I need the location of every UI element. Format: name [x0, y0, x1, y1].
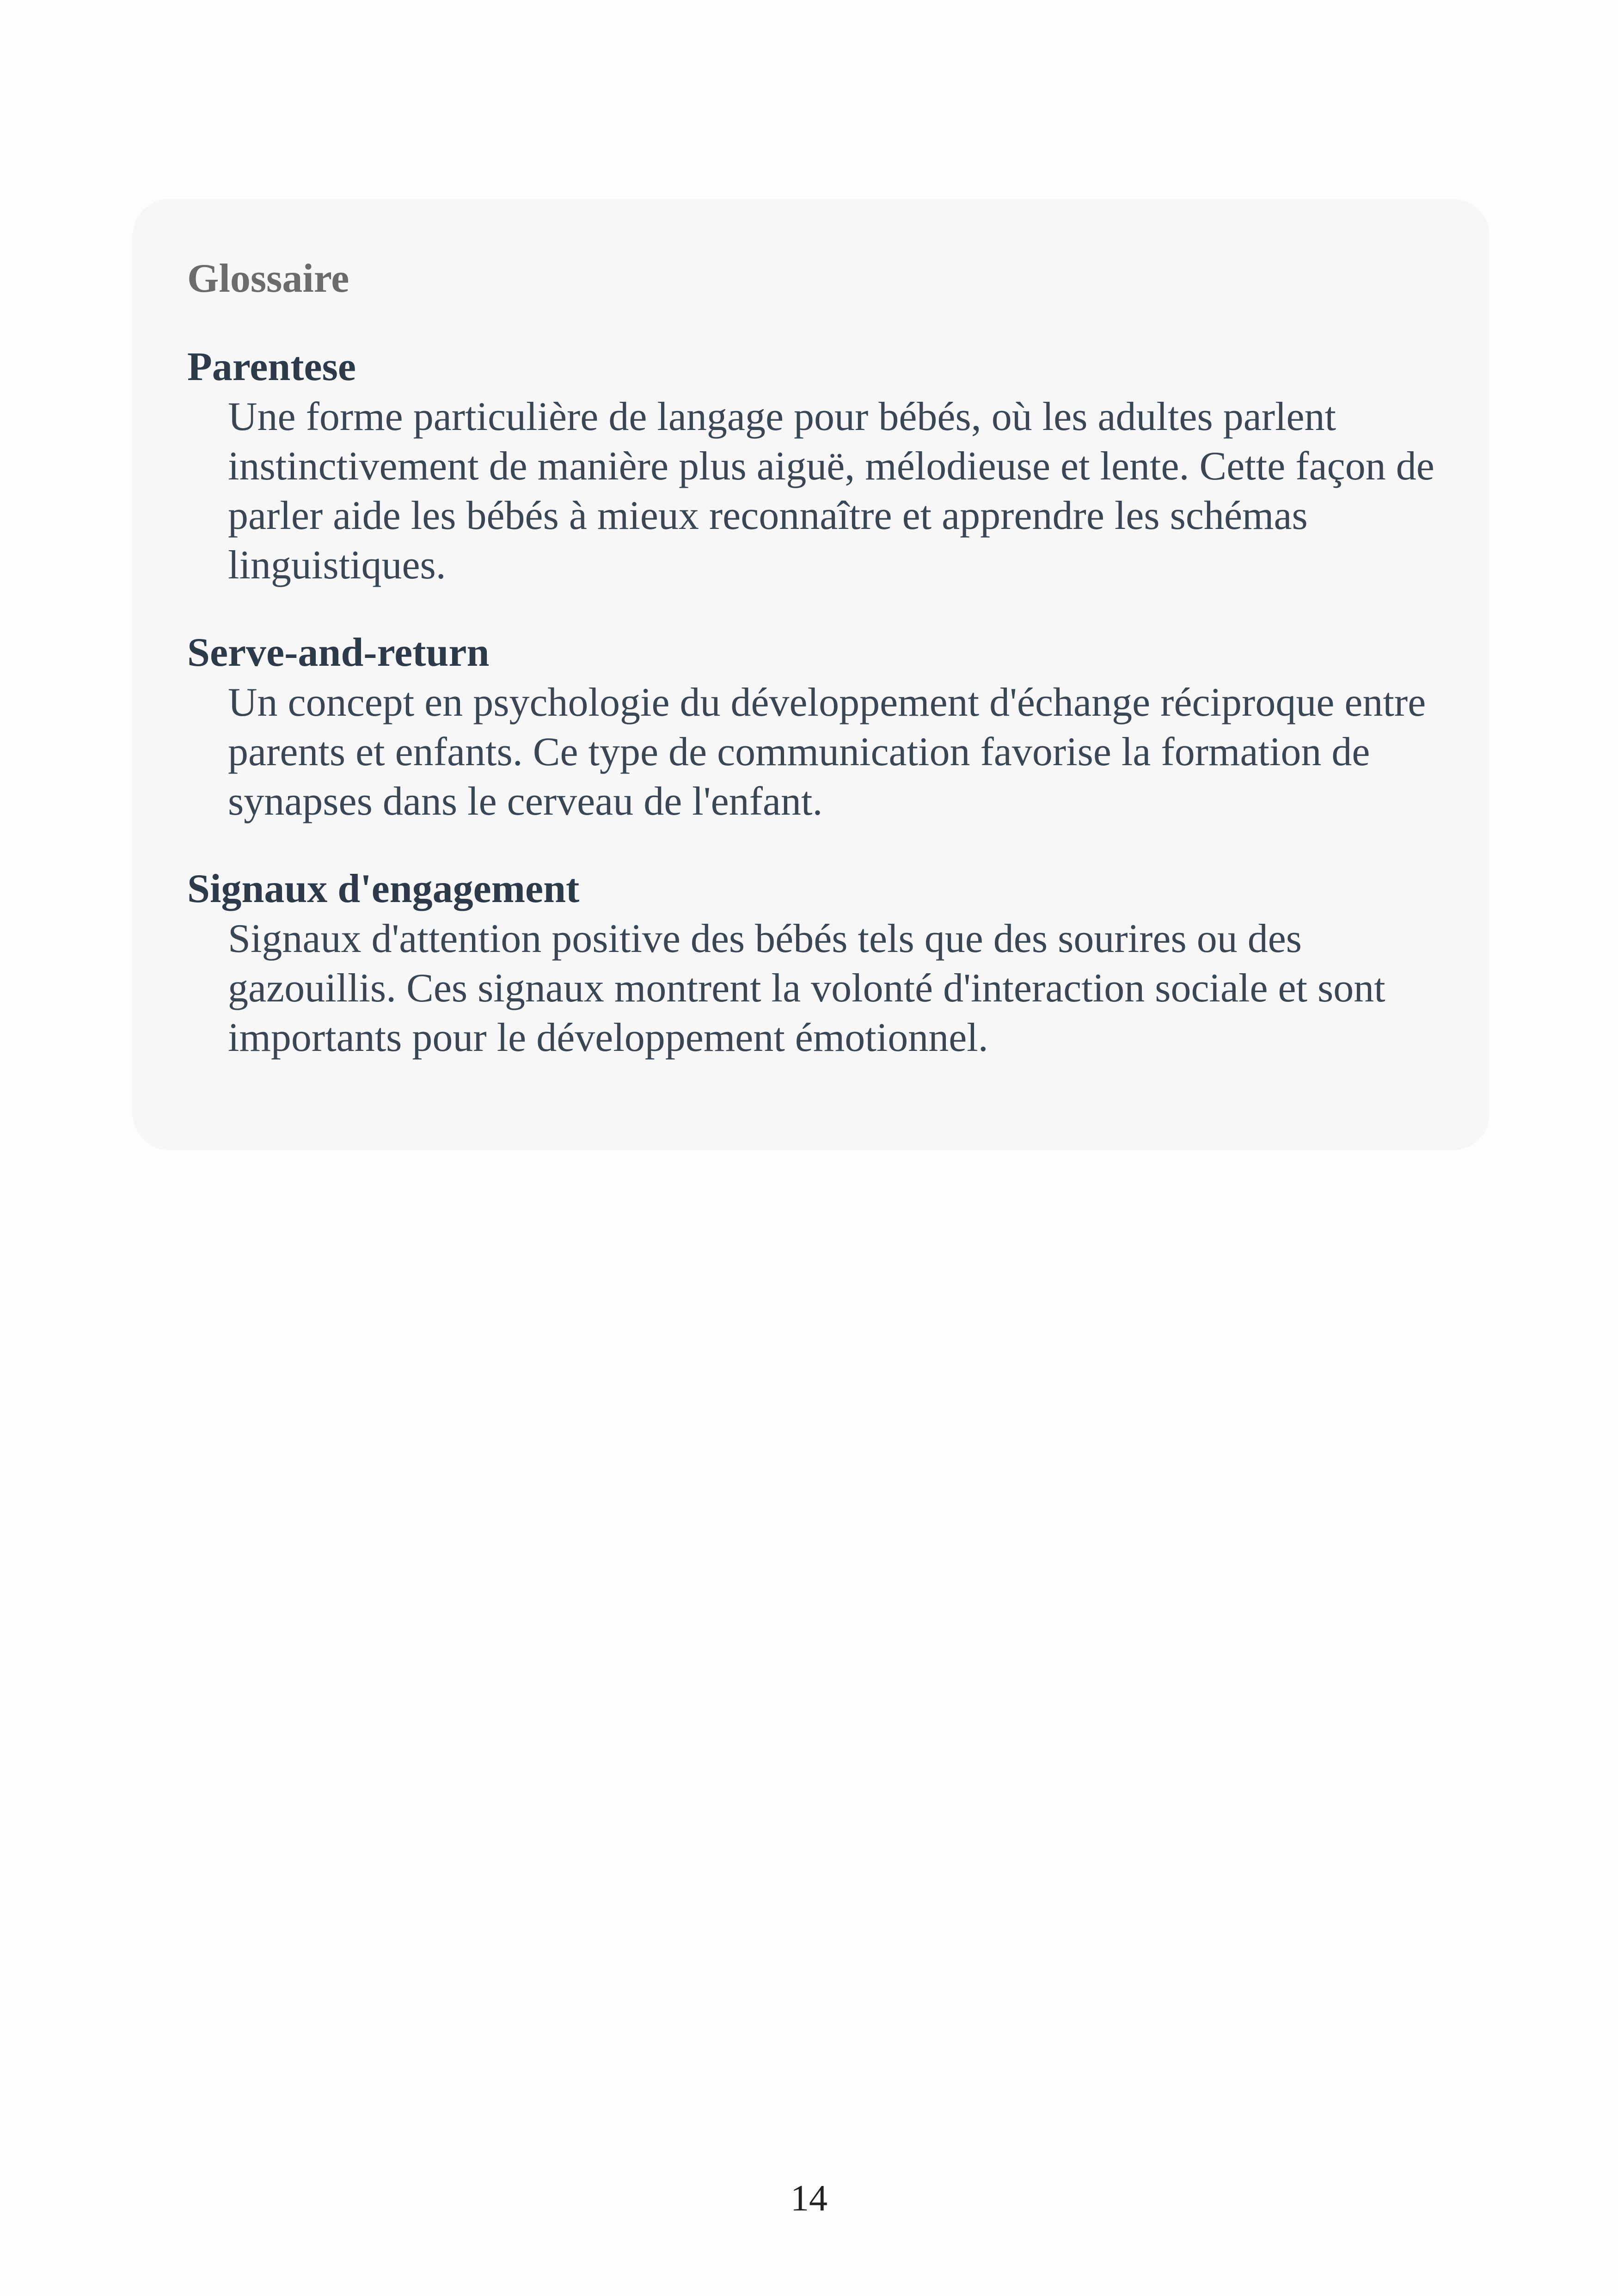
glossary-term: Serve-and-return [187, 630, 490, 675]
glossary-definition: Signaux d'attention positive des bébés tels que des sourires ou des gazouillis. Ces signaux montrent la volonté d'interaction sociale et sont importants pour le développement émotionnel. [228, 916, 1385, 1060]
glossary-entry-signaux-engagement [187, 864, 1435, 1062]
glossary-entry-serve-and-return [187, 628, 1435, 826]
glossary-term: Signaux d'engagement [187, 866, 580, 911]
glossary-term: Parentese [187, 344, 356, 389]
glossary-definition: Une forme particulière de langage pour bébés, où les adultes parlent instinctivement de manière plus aiguë, mélodieuse et lente. Cette façon de parler aide les bébés à mieux reconnaître et apprendre les schémas linguistiques. [228, 394, 1434, 588]
glossary-heading: Glossaire [187, 256, 349, 301]
glossary-definition: Un concept en psychologie du développement d'échange réciproque entre parents et enfants. Ce type de communication favorise la formation de synapses dans le cerveau de l'enfant. [228, 680, 1426, 824]
page-number: 14 [791, 2178, 827, 2219]
glossary-box [133, 199, 1489, 1150]
glossary-entry-parentese [187, 342, 1435, 590]
